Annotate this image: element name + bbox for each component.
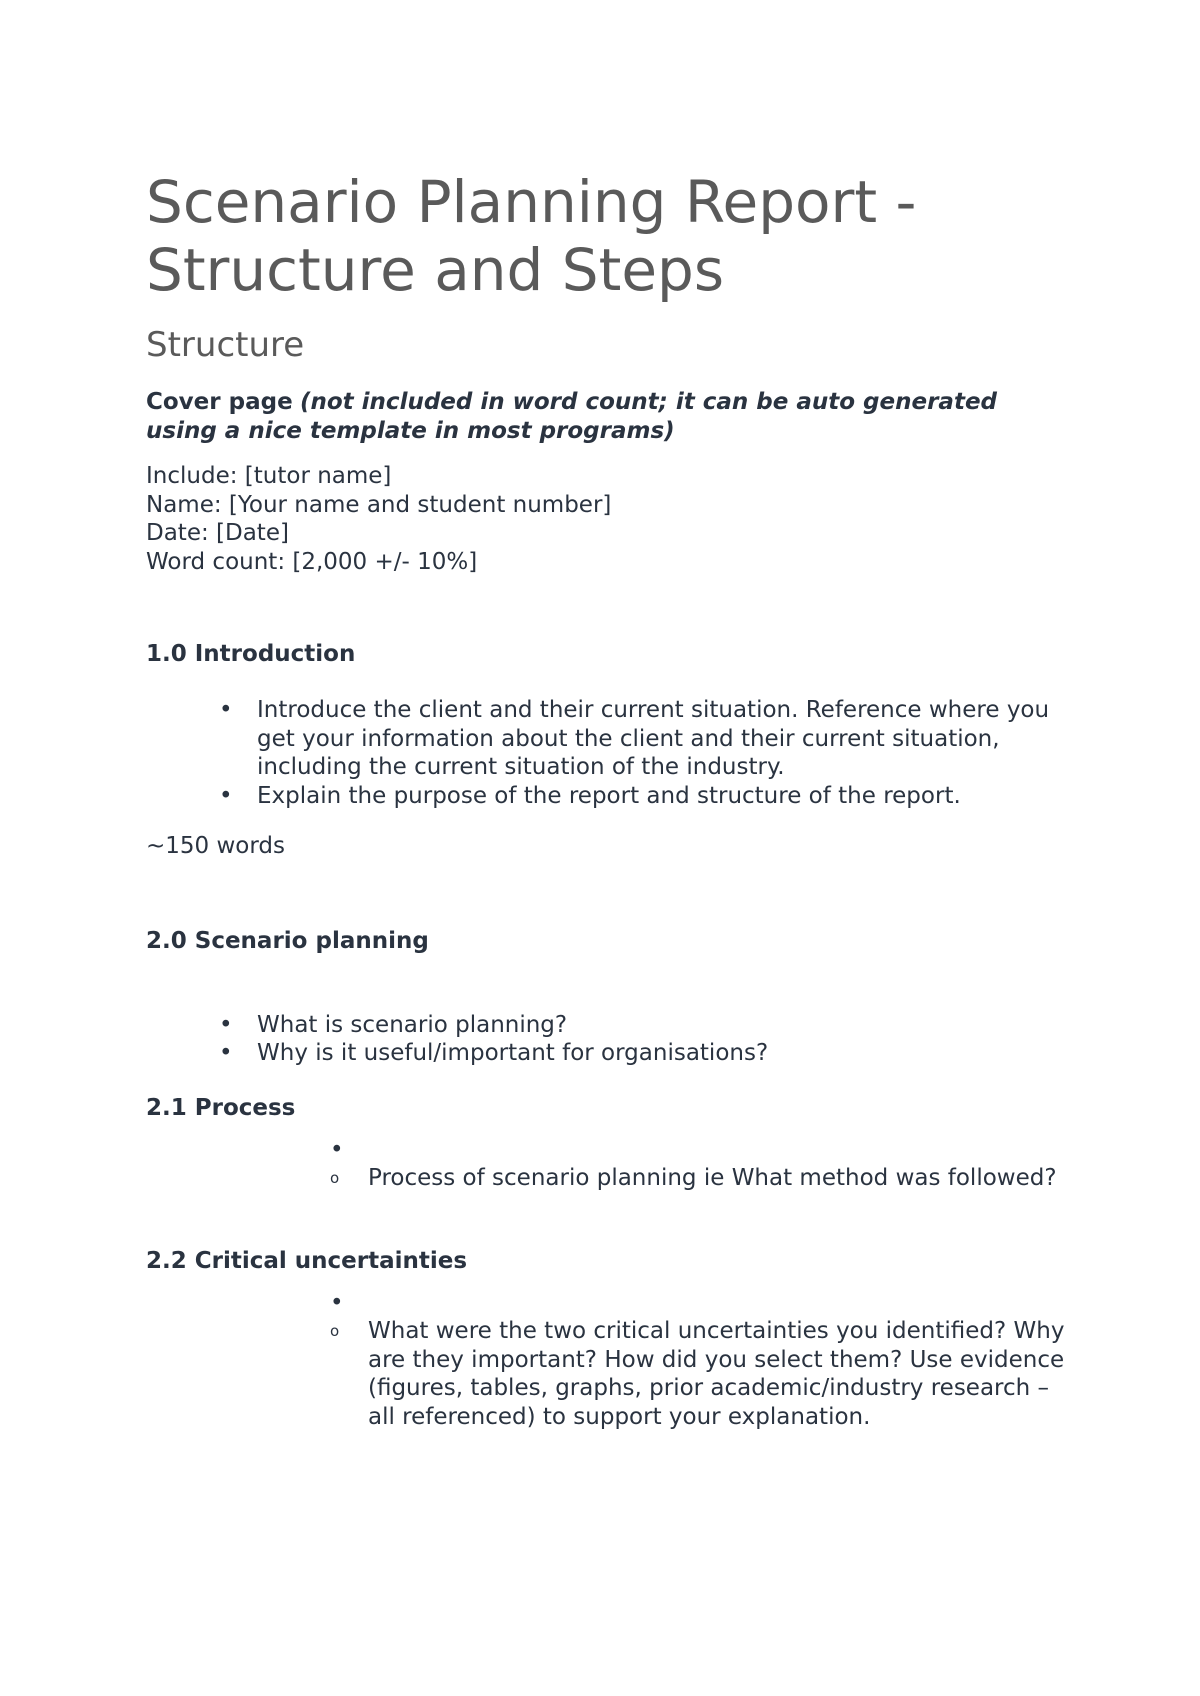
cover-page-label: Cover page — [146, 389, 293, 415]
section-heading-critical-uncertainties: 2.2 Critical uncertainties — [146, 1247, 468, 1274]
bullet-marker: • — [219, 1040, 233, 1066]
section-heading-introduction: 1.0 Introduction — [146, 641, 356, 667]
bullet-marker: • — [219, 1011, 233, 1038]
cover-page-block — [146, 388, 1070, 445]
structure-heading: Structure — [146, 325, 305, 365]
list-item — [146, 1317, 1070, 1431]
list-item-text: Process of scenario planning ie What method was followed? — [368, 1165, 1057, 1191]
scenario-planning-bullet-list — [146, 1011, 1070, 1068]
bullet-marker: • — [219, 697, 233, 723]
cover-line-date: Date: [Date] — [146, 520, 289, 546]
list-item — [146, 696, 1070, 782]
list-item — [146, 782, 1070, 811]
list-item-text: Introduce the client and their current situation. Reference where you get your information about the client and their current situation, including the current situation of the industry. — [257, 697, 1050, 780]
document-title: Scenario Planning Report - Structure and Steps — [146, 168, 917, 304]
list-item-text: What is scenario planning? — [257, 1011, 568, 1038]
list-item — [146, 1039, 1070, 1068]
empty-bullet-item — [146, 1289, 1070, 1318]
cover-page-lines — [146, 462, 1070, 576]
section-heading-scenario-planning: 2.0 Scenario planning — [146, 927, 429, 954]
bullet-marker: • — [330, 1136, 344, 1163]
list-item-text: Explain the purpose of the report and structure of the report. — [257, 782, 961, 809]
bullet-marker: • — [330, 1289, 344, 1316]
introduction-bullet-list — [146, 696, 1070, 810]
section-heading-process: 2.1 Process — [146, 1094, 296, 1121]
sub-bullet-marker: o — [330, 1322, 340, 1340]
bullet-marker: • — [219, 782, 233, 809]
cover-page-note: (not included in word count; it can be auto generated using a nice template in most programs) — [146, 389, 998, 444]
cover-line-word-count: Word count: [2,000 +/- 10%] — [146, 548, 478, 575]
cover-line-name: Name: [Your name and student number] — [146, 491, 612, 518]
list-item-text: Why is it useful/important for organisations? — [257, 1040, 769, 1066]
list-item-text: What were the two critical uncertainties you identified? Why are they important? How did you select them? Use evidence (figures, tables, graphs, prior academic/industry research – all referenced) to support your explanation. — [368, 1318, 1065, 1430]
process-list — [146, 1136, 1070, 1193]
list-item — [146, 1164, 1070, 1193]
critical-uncertainties-list — [146, 1289, 1070, 1432]
cover-line-tutor: Include: [tutor name] — [146, 463, 392, 489]
sub-bullet-marker: o — [330, 1169, 340, 1187]
empty-bullet-item — [146, 1136, 1070, 1165]
list-item — [146, 1011, 1070, 1040]
word-count-hint: ~150 words — [146, 833, 285, 859]
